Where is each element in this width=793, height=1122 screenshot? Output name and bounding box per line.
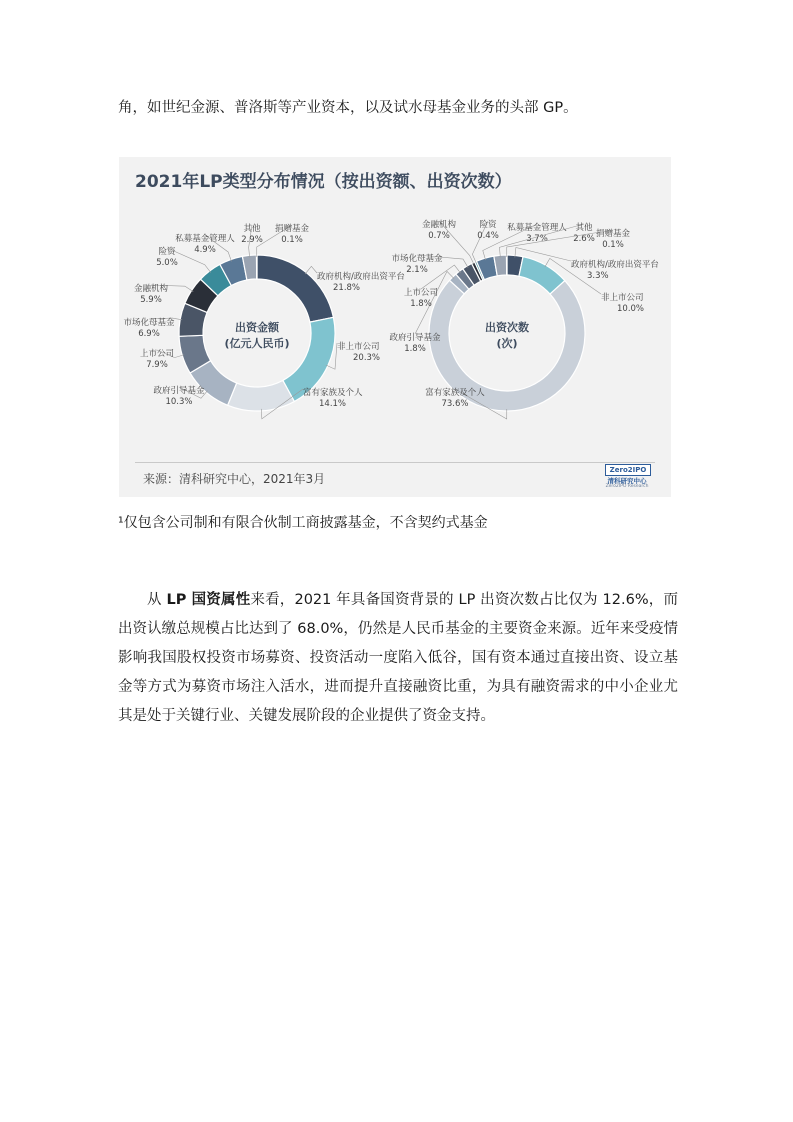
slice-category-label: 捐赠基金 xyxy=(274,224,310,234)
slice-value-label: 0.1% xyxy=(281,235,303,245)
slice-category-label: 非上市公司 xyxy=(337,342,380,352)
logo-wordmark: Zero2IPO xyxy=(605,464,651,476)
logo-en-text: Zero2IPO Research xyxy=(605,484,649,489)
footnote: ¹仅包含公司制和有限合伙制工商披露基金，不含契约式基金 xyxy=(118,515,488,531)
slice-value-label: 4.9% xyxy=(194,245,216,255)
slice-category-label: 其他 xyxy=(243,224,261,234)
slice-category-label: 上市公司 xyxy=(403,288,439,298)
slice-value-label: 1.8% xyxy=(404,344,426,354)
body-lead: 从 xyxy=(147,592,167,608)
donut-center-label: (次) xyxy=(496,337,518,350)
slice-category-label: 险资 xyxy=(479,220,497,230)
intro-paragraph: 角，如世纪金源、普洛斯等产业资本，以及试水母基金业务的头部 GP。 xyxy=(118,100,578,116)
donut-center-label: (亿元人民币) xyxy=(224,337,290,350)
slice-value-label: 10.3% xyxy=(165,397,193,407)
source-divider xyxy=(135,462,655,463)
slice-value-label: 73.6% xyxy=(441,399,469,409)
slice-category-label: 私募基金管理人 xyxy=(507,223,567,233)
slice-value-label: 14.1% xyxy=(319,399,347,409)
logo-cn-text: 清科研究中心 xyxy=(607,477,647,485)
slice-1 xyxy=(257,255,333,322)
slice-value-label: 20.3% xyxy=(353,353,381,363)
slice-value-label: 3.3% xyxy=(587,271,609,281)
slice-value-label: 0.7% xyxy=(428,231,450,241)
slice-category-label: 其他 xyxy=(575,223,593,233)
slice-category-label: 捐赠基金 xyxy=(595,229,631,239)
slice-category-label: 上市公司 xyxy=(139,349,175,359)
slice-category-label: 险资 xyxy=(158,247,176,257)
chart-source: 来源：清科研究中心，2021年3月 xyxy=(143,472,326,486)
chart-figure xyxy=(119,157,671,497)
donut-center-label: 出资金额 xyxy=(235,321,279,334)
slice-value-label: 3.7% xyxy=(526,234,548,244)
slice-value-label: 5.0% xyxy=(156,258,178,268)
slice-category-label: 政府引导基金 xyxy=(389,333,441,343)
body-paragraph xyxy=(118,586,678,731)
zero2ipo-logo xyxy=(605,464,649,492)
slice-value-label: 1.8% xyxy=(410,299,432,309)
slice-value-label: 2.6% xyxy=(573,234,595,244)
donut-charts xyxy=(119,157,671,497)
slice-value-label: 0.1% xyxy=(602,240,624,250)
slice-value-label: 0.4% xyxy=(477,231,499,241)
slice-category-label: 富有家族及个人 xyxy=(425,388,485,398)
slice-category-label: 金融机构 xyxy=(421,220,457,230)
slice-category-label: 金融机构 xyxy=(133,284,169,294)
donut-chart-1 xyxy=(123,223,405,419)
slice-value-label: 7.9% xyxy=(146,360,168,370)
slice-category-label: 政府引导基金 xyxy=(153,386,205,396)
slice-category-label: 市场化母基金 xyxy=(391,254,443,264)
slice-value-label: 10.0% xyxy=(617,304,645,314)
body-text: 来看，2021 年具备国资背景的 LP 出资次数占比仅为 12.6%，而出资认缴总规模占比达到了 68.0%，仍然是人民币基金的主要资金来源。近年来受疫情影响我国股权投资市场募资、投资活动一度陷入低谷，国有资本通过直接出资、设立基金等方式为募资市场注入活水，进而提升直接融资比重，为具有融资需求的中小企业尤其是处于关键行业、关键发展阶段的企业提供了资金支持。 xyxy=(118,592,678,724)
chart-title: 2021年LP类型分布情况（按出资额、出资次数） xyxy=(135,172,512,192)
slice-value-label: 2.9% xyxy=(241,235,263,245)
slice-value-label: 2.1% xyxy=(406,265,428,275)
slice-category-label: 政府机构/政府出资平台 xyxy=(571,260,659,270)
donut-chart-2 xyxy=(389,219,659,419)
slice-category-label: 富有家族及个人 xyxy=(303,388,363,398)
slice-category-label: 非上市公司 xyxy=(601,293,644,303)
slice-category-label: 私募基金管理人 xyxy=(175,234,235,244)
slice-category-label: 政府机构/政府出资平台 xyxy=(317,272,405,282)
body-emphasis: LP 国资属性 xyxy=(166,592,251,608)
slice-value-label: 6.9% xyxy=(138,329,160,339)
slice-value-label: 5.9% xyxy=(140,295,162,305)
slice-value-label: 21.8% xyxy=(333,283,361,293)
slice-category-label: 市场化母基金 xyxy=(123,318,175,328)
slice-3 xyxy=(228,380,295,411)
donut-center-label: 出资次数 xyxy=(485,321,529,334)
